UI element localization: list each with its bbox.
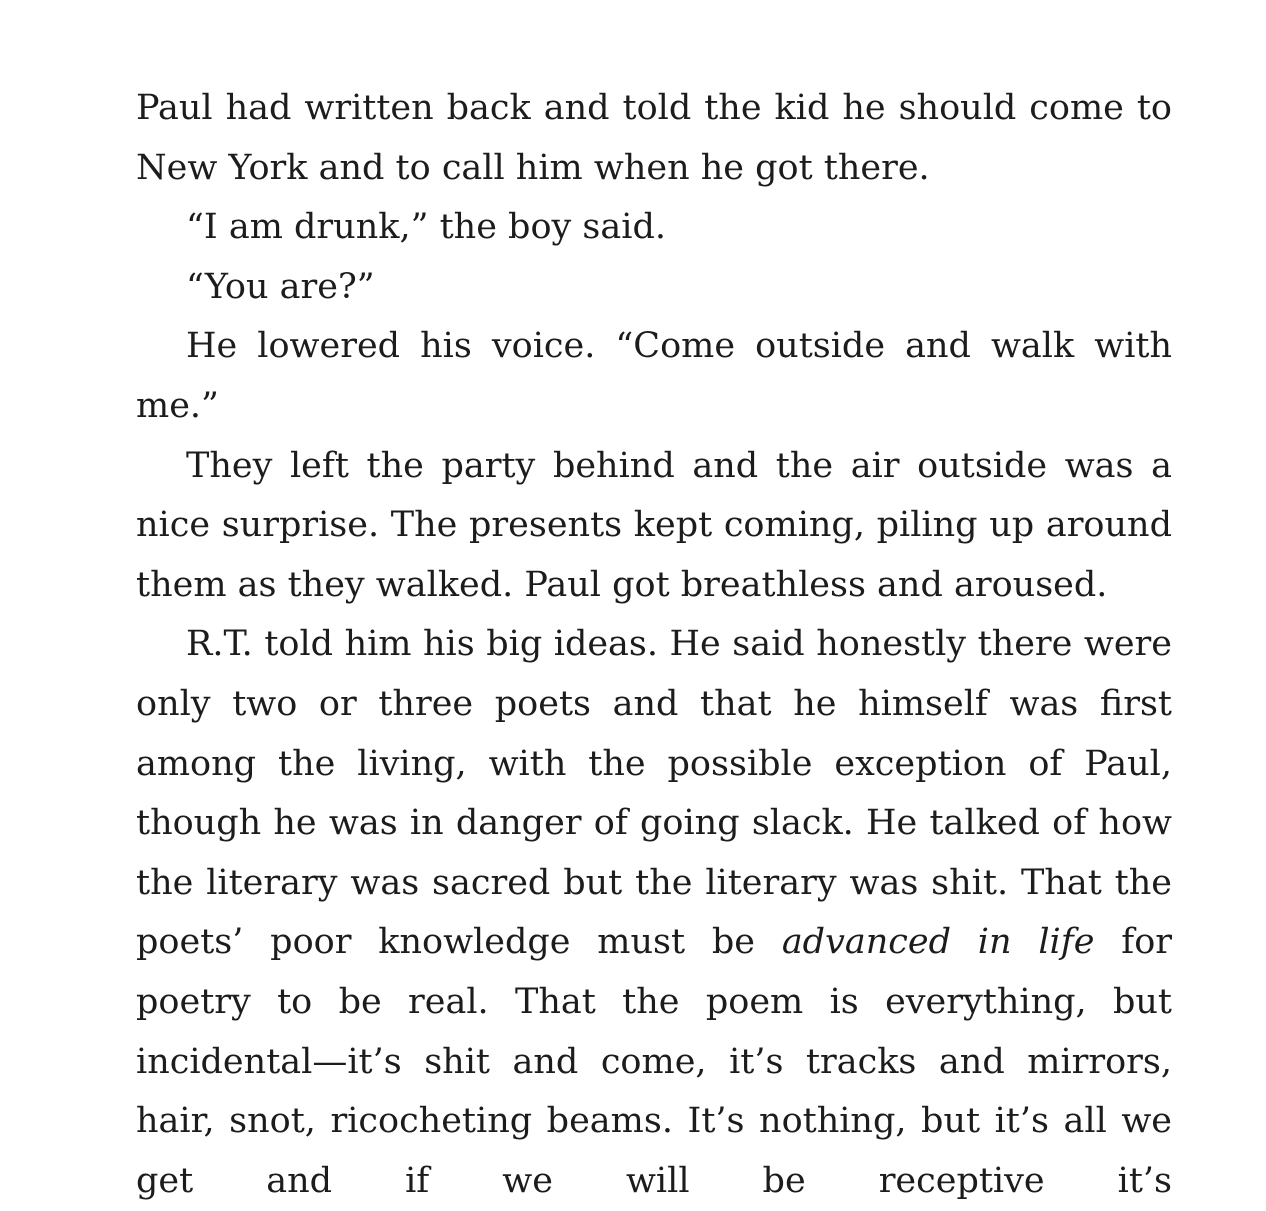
emphasized-phrase: advanced in life bbox=[781, 922, 1095, 963]
book-page bbox=[136, 79, 1172, 1211]
paragraph-6-text-after: for poetry to be real. That the poem is everything, but incidental—it’s shit and come, it’s tracks and mirrors, hair, snot, ricocheting beams. It’s nothing, but it’s all we get and if we will be receptive it’s bbox=[136, 922, 1172, 1201]
paragraph-1: Paul had written back and told the kid he should come to New York and to call him when he got there. bbox=[136, 88, 1172, 188]
paragraph-3: “You are?” bbox=[186, 266, 375, 307]
paragraph-4: He lowered his voice. “Come outside and walk with me.” bbox=[136, 326, 1172, 426]
paragraph-6 bbox=[136, 615, 1172, 1211]
paragraph-6-text-before: R.T. told him his big ideas. He said honestly there were only two or three poets and that he himself was first among the living, with the possible exception of Paul, though he was in danger of going slack. He talked of how the literary was sacred but the literary was shit. That the poets’ poor knowledge must be bbox=[136, 624, 1172, 963]
paragraph-2: “I am drunk,” the boy said. bbox=[186, 207, 666, 248]
paragraph-5: They left the party behind and the air outside was a nice surprise. The presents kept coming, piling up around them as they walked. Paul got breathless and aroused. bbox=[136, 445, 1172, 605]
